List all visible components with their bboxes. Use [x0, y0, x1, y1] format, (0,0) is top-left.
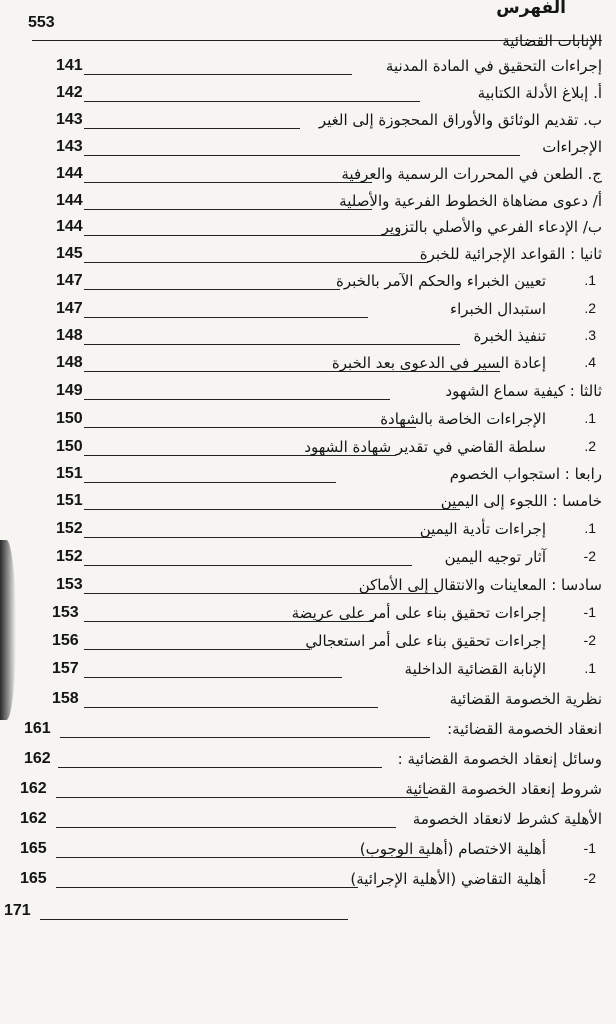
toc-leader-line — [60, 737, 430, 738]
toc-entry-title: شروط إنعقاد الخصومة القضائية — [405, 780, 602, 798]
toc-entry-page: 147 — [56, 300, 83, 317]
toc-leader-line — [84, 289, 340, 290]
toc-entry-title: أهلية الاختصام (أهلية الوجوب) — [359, 840, 546, 858]
toc-entry — [0, 490, 616, 518]
toc-leader-line — [84, 509, 460, 510]
toc-entry-title: نظرية الخصومة القضائية — [449, 690, 602, 708]
toc-entry-page: 151 — [56, 465, 83, 482]
toc-entry-page: 153 — [56, 576, 83, 593]
toc-leader-line — [84, 182, 372, 183]
toc-entry-page: 165 — [20, 840, 47, 857]
toc-entry-page: 158 — [52, 690, 79, 707]
toc-entry — [0, 216, 616, 244]
toc-leader-line — [58, 767, 382, 768]
toc-entry-number: -1 — [583, 840, 596, 856]
toc-entry-title: إجراءات تحقيق بناء على أمر استعجالي — [305, 632, 546, 650]
toc-entry — [0, 243, 616, 271]
toc-entry-title: آثار توجيه اليمين — [444, 548, 546, 566]
toc-entry-title: خامسا : اللجوء إلى اليمين — [440, 492, 602, 510]
toc-entry-page: 165 — [20, 870, 47, 887]
toc-entry — [0, 718, 616, 746]
toc-entry-number: -2 — [583, 632, 596, 648]
toc-leader-line — [84, 621, 374, 622]
toc-entry-page: 162 — [20, 810, 47, 827]
toc-entry-page: 157 — [52, 660, 79, 677]
toc-leader-line — [56, 857, 428, 858]
toc-entry — [0, 82, 616, 110]
toc-entry-page: 162 — [20, 780, 47, 797]
toc-leader-line — [84, 371, 500, 372]
toc-leader-line — [84, 128, 300, 129]
toc-leader-line — [84, 155, 520, 156]
toc-entry — [0, 658, 616, 686]
toc-entry — [0, 352, 616, 380]
toc-entry-title: الإجراءات الخاصة بالشهادة — [380, 410, 546, 428]
toc-entry-title: سلطة القاضي في تقدير شهادة الشهود — [304, 438, 546, 456]
toc-entry-title: تعيين الخبراء والحكم الآمر بالخبرة — [335, 272, 546, 290]
toc-entry-page: 144 — [56, 218, 83, 235]
toc-leader-line — [84, 707, 378, 708]
toc-entry — [0, 408, 616, 436]
toc-entry-page: 151 — [56, 492, 83, 509]
toc-entry-number: .1 — [584, 410, 596, 426]
toc-entry — [0, 163, 616, 191]
toc-leader-line — [84, 74, 352, 75]
toc-leader-line — [84, 235, 400, 236]
toc-entry-title: الأهلية كشرط لانعقاد الخصومة — [412, 810, 602, 828]
toc-entry-number: .2 — [584, 300, 596, 316]
toc-leader-line — [56, 797, 428, 798]
toc-entry — [0, 778, 616, 806]
toc-entry-number: -2 — [583, 548, 596, 564]
toc-leader-line — [84, 317, 368, 318]
toc-entry-page: 149 — [56, 382, 83, 399]
toc-entry-title: انعقاد الخصومة القضائية: — [447, 720, 602, 738]
toc-entry — [0, 380, 616, 408]
toc-entry-number: .1 — [584, 520, 596, 536]
toc-entry-title: سادسا : المعاينات والانتقال إلى الأماكن — [358, 576, 602, 594]
toc-entry-title: إعادة السير في الدعوى بعد الخبرة — [331, 354, 546, 372]
toc-entry-title: الإنابات القضائية — [502, 32, 602, 50]
toc-leader-line — [84, 427, 416, 428]
toc-entry-page: 148 — [56, 354, 83, 371]
toc-entry-page: 142 — [56, 84, 83, 101]
toc-entry-title: أ. إبلاغ الأدلة الكتابية — [477, 84, 602, 102]
toc-entry-page: 152 — [56, 520, 83, 537]
toc-entry — [0, 748, 616, 776]
toc-entry — [0, 602, 616, 630]
toc-entry-title: ثانيا : القواعد الإجرائية للخبرة — [419, 245, 602, 263]
toc-entry-number: .4 — [584, 354, 596, 370]
toc-leader-line — [84, 565, 412, 566]
toc-entry-title: ب/ الإدعاء الفرعي والأصلي بالتزوير — [381, 218, 602, 236]
toc-leader-line — [56, 887, 358, 888]
toc-entry — [0, 190, 616, 218]
toc-entry — [0, 436, 616, 464]
toc-entry — [0, 109, 616, 137]
toc-leader-line — [84, 677, 342, 678]
toc-leader-line — [84, 537, 432, 538]
toc-entry — [0, 546, 616, 574]
toc-entry — [0, 270, 616, 298]
toc-leader-line — [84, 101, 420, 102]
toc-entry-page: 153 — [52, 604, 79, 621]
toc-entry — [0, 55, 616, 83]
toc-entry-title: الإجراءات — [542, 138, 602, 156]
toc-entry-number: .3 — [584, 327, 596, 343]
toc-entry-title: ثالثا : كيفية سماع الشهود — [445, 382, 602, 400]
toc-entry-page: 161 — [24, 720, 51, 737]
toc-entry-title: أهلية التقاضي (الأهلية الإجرائية) — [350, 870, 546, 888]
toc-leader-line — [84, 262, 428, 263]
toc-leader-line — [84, 649, 310, 650]
toc-entry — [0, 298, 616, 326]
toc-entry-number: .1 — [584, 660, 596, 676]
toc-entry-page: 147 — [56, 272, 83, 289]
toc-entry — [0, 325, 616, 353]
toc-entry-page: 144 — [56, 192, 83, 209]
toc-entry-page: 148 — [56, 327, 83, 344]
toc-entry-page: 145 — [56, 245, 83, 262]
toc-entry-page: 156 — [52, 632, 79, 649]
toc-entry — [0, 688, 616, 716]
toc-entry — [0, 900, 616, 928]
toc-entry — [0, 574, 616, 602]
toc-entry — [0, 838, 616, 866]
toc-entry-page: 143 — [56, 111, 83, 128]
toc-entry-title: إجراءات التحقيق في المادة المدنية — [385, 57, 602, 75]
toc-entry-title: أ/ دعوى مضاهاة الخطوط الفرعية والأصلية — [339, 192, 602, 210]
toc-entry-number: .2 — [584, 438, 596, 454]
toc-entry — [0, 808, 616, 836]
toc-entry-number: -2 — [583, 870, 596, 886]
toc-entry — [0, 463, 616, 491]
toc-entry-title: إجراءات تحقيق بناء على أمر على عريضة — [291, 604, 546, 622]
toc-entry — [0, 136, 616, 164]
toc-leader-line — [56, 827, 396, 828]
toc-leader-line — [40, 919, 348, 920]
toc-leader-line — [84, 455, 396, 456]
toc-leader-line — [84, 344, 460, 345]
toc-entry-title: تنفيذ الخبرة — [473, 327, 546, 345]
toc-entry-number: .1 — [584, 272, 596, 288]
toc-leader-line — [84, 593, 438, 594]
toc-entry — [0, 518, 616, 546]
toc-entry-page: 150 — [56, 410, 83, 427]
page-number: 553 — [28, 14, 55, 31]
toc-leader-line — [84, 209, 372, 210]
toc-leader-line — [84, 482, 336, 483]
toc-entry-page: 150 — [56, 438, 83, 455]
toc-entry-title: الإنابة القضائية الداخلية — [404, 660, 546, 678]
toc-leader-line — [84, 399, 390, 400]
toc-entry-title: رابعا : استجواب الخصوم — [449, 465, 602, 483]
toc-entry-page: 143 — [56, 138, 83, 155]
toc-entry-page: 141 — [56, 57, 83, 74]
toc-entry-title: استبدال الخبراء — [450, 300, 546, 318]
toc-entry-title: ج. الطعن في المحررات الرسمية والعرفية — [341, 165, 602, 183]
toc-entry — [0, 630, 616, 658]
toc-entry-page: 144 — [56, 165, 83, 182]
toc-entry-page: 152 — [56, 548, 83, 565]
toc-entry-title: إجراءات تأدية اليمين — [419, 520, 546, 538]
toc-entry-number: -1 — [583, 604, 596, 620]
toc-entry — [0, 868, 616, 896]
toc-entry-title: وسائل إنعقاد الخصومة القضائية : — [397, 750, 602, 768]
toc-entry-page: 162 — [24, 750, 51, 767]
toc-entry-page: 171 — [4, 902, 31, 919]
toc-entry — [0, 30, 616, 58]
toc-entry-title: ب. تقديم الوثائق والأوراق المحجوزة إلى الغير — [318, 111, 602, 129]
page-header-title: الفهرس — [496, 0, 566, 18]
